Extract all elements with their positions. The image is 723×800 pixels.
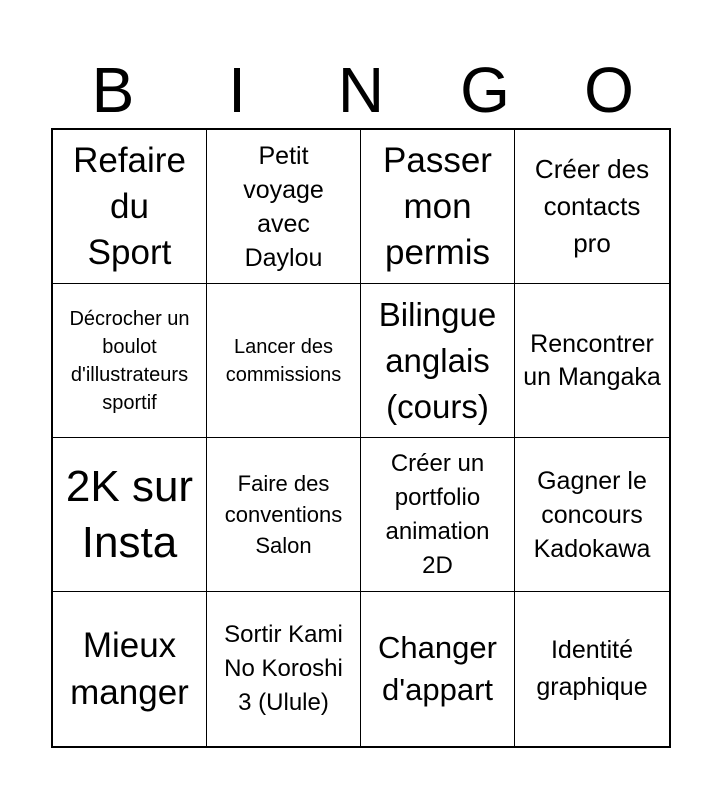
header-letter-i: I — [228, 54, 246, 126]
bingo-cell-text: Sortir Kami No Koroshi 3 (Ulule) — [224, 621, 343, 716]
bingo-cell[interactable] — [515, 592, 669, 746]
bingo-cell[interactable] — [207, 284, 361, 438]
bingo-cell-text: Passer mon permis — [383, 140, 492, 272]
bingo-cell[interactable] — [53, 592, 207, 746]
bingo-cell[interactable] — [207, 130, 361, 284]
bingo-cell-text: Changer d'appart — [378, 630, 497, 707]
bingo-cell[interactable] — [515, 284, 669, 438]
bingo-cell[interactable] — [53, 284, 207, 438]
bingo-cell-text: Rencontrer un Mangaka — [523, 329, 661, 391]
bingo-cell[interactable] — [361, 438, 515, 592]
bingo-cell-text: Bilingue anglais (cours) — [378, 295, 497, 425]
bingo-cell-text: Créer un portfolio animation 2D — [385, 449, 490, 579]
bingo-cell-text: Gagner le concours Kadokawa — [533, 466, 651, 563]
bingo-cell[interactable] — [53, 130, 207, 284]
bingo-cell-text: Petit voyage avec Daylou — [243, 141, 324, 272]
bingo-cell[interactable] — [515, 438, 669, 592]
header-letter-g: G — [460, 54, 510, 126]
bingo-cell[interactable] — [53, 438, 207, 592]
bingo-cell[interactable] — [361, 284, 515, 438]
bingo-cell-text: Mieux manger — [70, 626, 189, 712]
header-letter-n: N — [337, 54, 385, 126]
bingo-cell-text: Décrocher un boulot d'illustrateurs sportif — [69, 307, 190, 414]
bingo-cell-text: Faire des conventions Salon — [224, 471, 343, 558]
header-letter-o: O — [584, 54, 634, 126]
bingo-cell-text: Créer des contacts pro — [534, 154, 650, 258]
bingo-header — [51, 52, 671, 128]
bingo-cell-text: Identité graphique — [536, 636, 648, 701]
bingo-cell-text: Refaire du Sport — [73, 140, 186, 272]
bingo-cell[interactable] — [207, 592, 361, 746]
bingo-cell-text: Lancer des commissions — [225, 335, 342, 386]
header-letter-b: B — [91, 54, 135, 126]
bingo-grid — [51, 128, 671, 748]
bingo-cell[interactable] — [515, 130, 669, 284]
bingo-cell[interactable] — [207, 438, 361, 592]
bingo-cell[interactable] — [361, 592, 515, 746]
bingo-cell-text: 2K sur Insta — [65, 461, 194, 567]
bingo-cell[interactable] — [361, 130, 515, 284]
